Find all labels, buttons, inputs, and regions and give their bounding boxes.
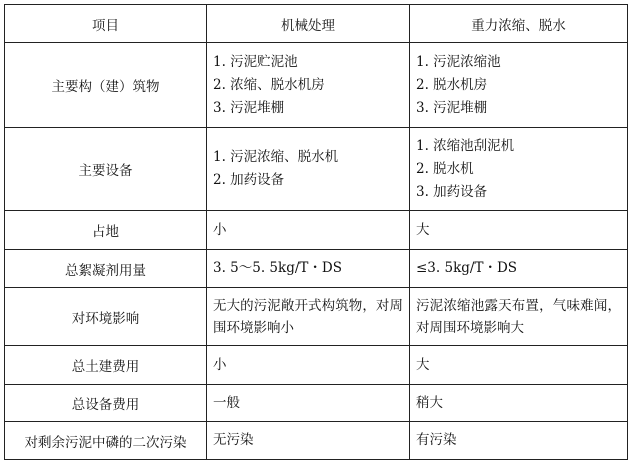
row-label: 占地: [5, 211, 207, 250]
mechanical-cell: 小: [207, 211, 410, 250]
list-item: 3. 污泥堆棚: [213, 99, 285, 116]
list-item: 2. 脱水机房: [416, 76, 488, 93]
table-row: [5, 385, 628, 422]
list-item: 1. 污泥贮泥池: [213, 53, 298, 70]
list-item: 1. 污泥浓缩池: [416, 53, 501, 70]
gravity-cell: 大: [410, 346, 628, 385]
gravity-cell: 稍大: [410, 385, 628, 422]
gravity-cell: [410, 43, 628, 128]
row-label: 主要设备: [5, 128, 207, 211]
list-item: 3. 加药设备: [416, 183, 488, 200]
mechanical-cell: [207, 128, 410, 211]
mechanical-cell: 无污染: [207, 422, 410, 460]
header-row: [5, 5, 628, 43]
list-item: 1. 污泥浓缩、脱水机: [213, 149, 339, 165]
mechanical-cell: 3. 5～5. 5kg/T・DS: [207, 250, 410, 288]
mechanical-cell: 小: [207, 346, 410, 385]
gravity-cell: 污泥浓缩池露天布置，气味难闻，对周围环境影响大: [410, 288, 628, 346]
mechanical-cell: 一般: [207, 385, 410, 422]
list-item: 3. 污泥堆棚: [416, 99, 488, 116]
row-label: 总土建费用: [5, 346, 207, 385]
table-row: [5, 346, 628, 385]
gravity-cell: 有污染: [410, 422, 628, 460]
gravity-cell: [410, 128, 628, 211]
header-gravity: 重力浓缩、脱水: [410, 5, 628, 43]
list-item: 1. 浓缩池刮泥机: [416, 137, 515, 154]
header-mechanical: 机械处理: [207, 5, 410, 43]
gravity-cell: ≤3. 5kg/T・DS: [410, 250, 628, 288]
header-item: 项目: [5, 5, 207, 43]
gravity-cell: 大: [410, 211, 628, 250]
list-item: 2. 加药设备: [213, 172, 285, 188]
row-label: 总絮凝剂用量: [5, 250, 207, 288]
table-row: [5, 250, 628, 288]
table-row: [5, 422, 628, 460]
row-label: 对环境影响: [5, 288, 207, 346]
mechanical-cell: [207, 43, 410, 128]
mechanical-cell: 无大的污泥敞开式构筑物，对周围环境影响小: [207, 288, 410, 346]
table-row: [5, 211, 628, 250]
row-label: 主要构（建）筑物: [5, 43, 207, 128]
row-label: 对剩余污泥中磷的二次污染: [5, 422, 207, 460]
table-row: [5, 128, 628, 211]
table-row: [5, 43, 628, 128]
table-row: [5, 288, 628, 346]
list-item: 2. 浓缩、脱水机房: [213, 76, 325, 93]
comparison-table: [4, 4, 628, 460]
row-label: 总设备费用: [5, 385, 207, 422]
list-item: 2. 脱水机: [416, 160, 474, 177]
